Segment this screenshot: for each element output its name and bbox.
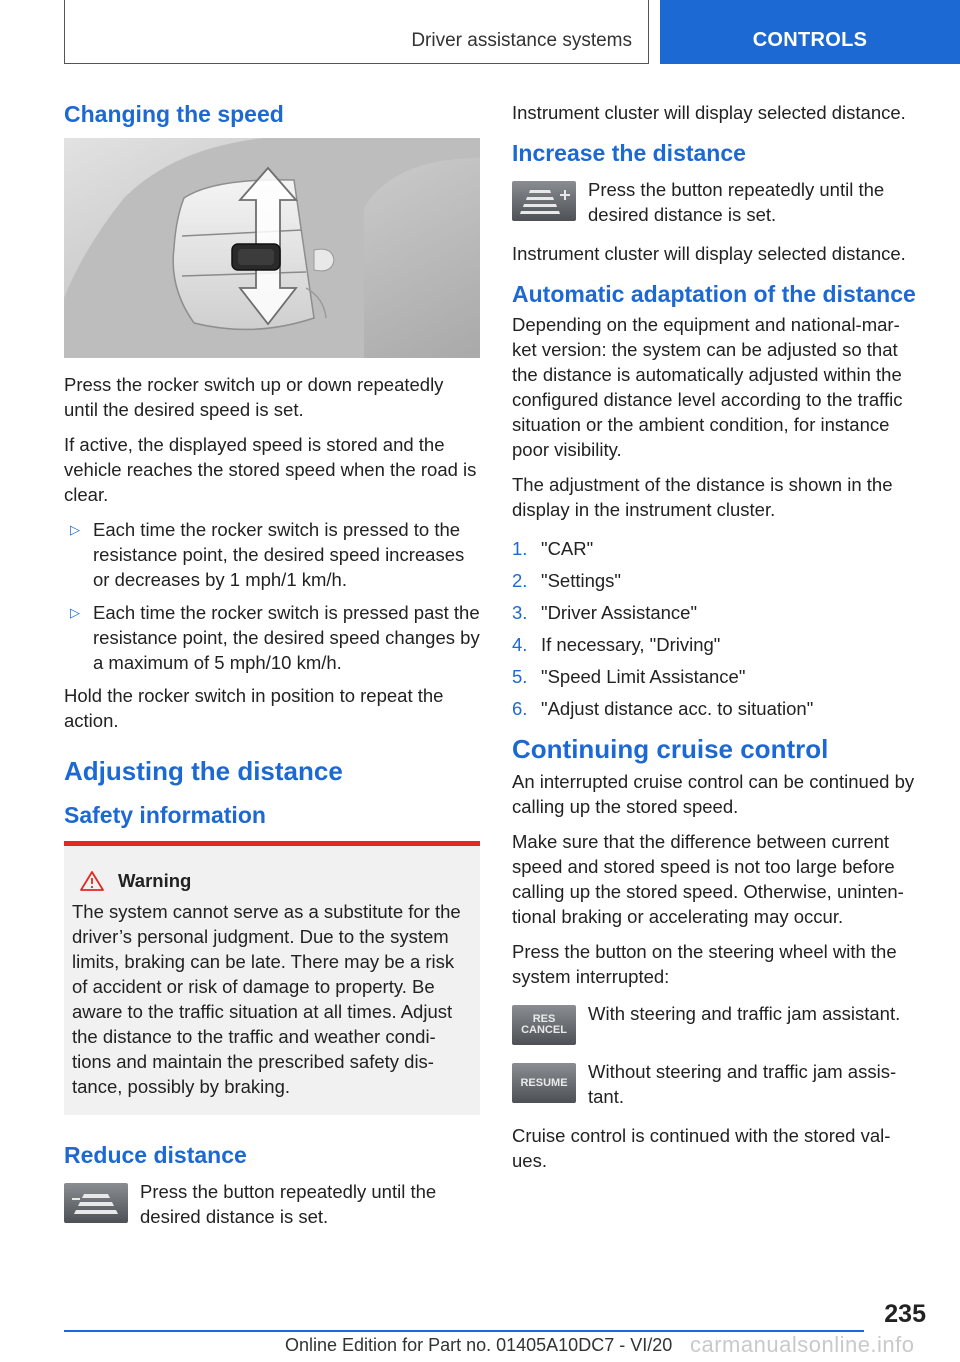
list-item (512, 664, 922, 689)
step-number: 2. (512, 570, 528, 591)
warning-text: The system cannot serve as a substitute for the driver’s personal judgment. Due to the system limits, braking can be late. There may be a risk of accident or risk of damage to property. Be aware to the traffic situation at all times. Adjust the distance to the traffic and weather condi-tions and maintain the prescribed safety dis-tance, possibly by braking. (72, 901, 461, 1097)
speed-change-bullets (64, 517, 480, 675)
list-item (512, 536, 922, 561)
left-column (64, 100, 480, 1243)
watermark: carmanualsonline.info (690, 1332, 915, 1357)
step-number: 6. (512, 698, 528, 719)
warning-box (64, 841, 480, 1115)
list-item (64, 600, 480, 675)
step-text: "Driver Assistance" (541, 602, 698, 623)
list-item (64, 517, 480, 592)
resume-row (512, 1059, 922, 1109)
paragraph-adjustment-shown: The adjustment of the distance is shown in the display in the instrument cluster. (512, 474, 893, 520)
header-chapter-tab: CONTROLS (660, 0, 960, 64)
res-cancel-row (512, 1001, 922, 1045)
reduce-distance-button-image (64, 1183, 128, 1223)
header-section-title: Driver assistance systems (411, 30, 632, 51)
page-number: 235 (884, 1300, 926, 1328)
without-steering-text: Without steering and traffic jam assis-tant. (588, 1061, 897, 1107)
heading-increase-distance: Increase the distance (512, 140, 746, 166)
header-section-box (64, 0, 649, 64)
paragraph-displayed-speed: If active, the displayed speed is stored and the vehicle reaches the stored speed when the road is clear. (64, 434, 477, 505)
paragraph-press-button: Press the button on the steering wheel with the system interrupted: (512, 941, 897, 987)
warning-triangle-icon (80, 871, 104, 891)
triangle-bullet-icon: ▷ (70, 522, 80, 537)
heading-safety-information: Safety information (64, 802, 266, 828)
menu-steps-list (512, 536, 922, 721)
distance-bars-plus-icon (512, 181, 576, 221)
step-text: "Adjust distance acc. to situation" (541, 698, 814, 719)
list-item (512, 632, 922, 657)
triangle-bullet-icon: ▷ (70, 605, 80, 620)
paragraph-cruise-continued: Cruise control is continued with the stored val-ues. (512, 1125, 891, 1171)
cancel-label: CANCEL (521, 1024, 567, 1036)
right-column (512, 100, 922, 1183)
paragraph-cluster-display-2: Instrument cluster will display selected distance. (512, 243, 906, 264)
heading-automatic-adaptation: Automatic adaptation of the distance (512, 281, 916, 307)
reduce-distance-row (64, 1179, 480, 1229)
res-label: RES (532, 1013, 556, 1025)
paragraph-rocker-press: Press the rocker switch up or down repeatedly until the desired speed is set. (64, 374, 444, 420)
increase-distance-text: Press the button repeatedly until the desired distance is set. (588, 179, 885, 225)
step-number: 1. (512, 538, 528, 559)
paragraph-cluster-display-1: Instrument cluster will display selected distance. (512, 102, 906, 123)
step-text: "Speed Limit Assistance" (541, 666, 746, 687)
res-cancel-button-image (512, 1005, 576, 1045)
footer-edition: Online Edition for Part no. 01405A10DC7 - VI/20 (285, 1335, 673, 1355)
distance-bars-icon (64, 1183, 128, 1223)
warning-title: Warning (118, 870, 192, 891)
heading-continuing-cruise-control: Continuing cruise control (512, 734, 829, 764)
step-text: "CAR" (541, 538, 594, 559)
warning-header (72, 868, 472, 893)
paragraph-continue-interrupted: An interrupted cruise control can be continued by calling up the stored speed. (512, 771, 915, 817)
list-item-text: Each time the rocker switch is pressed past the resistance point, the desired speed changes by a maximum of 5 mph/10 km/h. (93, 602, 480, 673)
step-text: If necessary, "Driving" (541, 634, 721, 655)
list-item (512, 696, 922, 721)
paragraph-hold-rocker: Hold the rocker switch in position to repeat the action. (64, 685, 444, 731)
reduce-distance-text: Press the button repeatedly until the desired distance is set. (140, 1181, 437, 1227)
list-item (512, 600, 922, 625)
page-header (64, 0, 960, 64)
heading-changing-speed: Changing the speed (64, 101, 284, 127)
resume-label: RESUME (520, 1076, 568, 1089)
heading-reduce-distance: Reduce distance (64, 1142, 247, 1168)
step-text: "Settings" (541, 570, 621, 591)
list-item (512, 568, 922, 593)
list-item-text: Each time the rocker switch is pressed to the resistance point, the desired speed increases or decreases by 1 mph/1 km/h. (93, 519, 465, 590)
step-number: 3. (512, 602, 528, 623)
step-number: 5. (512, 666, 528, 687)
paragraph-auto-adaptation: Depending on the equipment and national-mar-ket version: the system can be adjusted so that the distance is automatically adjusted within the configured distance level according to the traffic situation or the ambient condition, for instance poor visibility. (512, 314, 903, 460)
heading-adjusting-distance: Adjusting the distance (64, 756, 343, 786)
increase-distance-button-image (512, 181, 576, 221)
steering-wheel-rocker-switch-image (64, 138, 480, 358)
increase-distance-row (512, 177, 922, 227)
resume-button-image (512, 1063, 576, 1103)
with-steering-text: With steering and traffic jam assistant. (588, 1003, 901, 1024)
rocker-switch-illustration (64, 138, 480, 358)
step-number: 4. (512, 634, 528, 655)
paragraph-speed-difference: Make sure that the difference between current speed and stored speed is not too large before calling up the stored speed. Otherwise, uninten-tional braking or accelerating may occur. (512, 831, 904, 927)
